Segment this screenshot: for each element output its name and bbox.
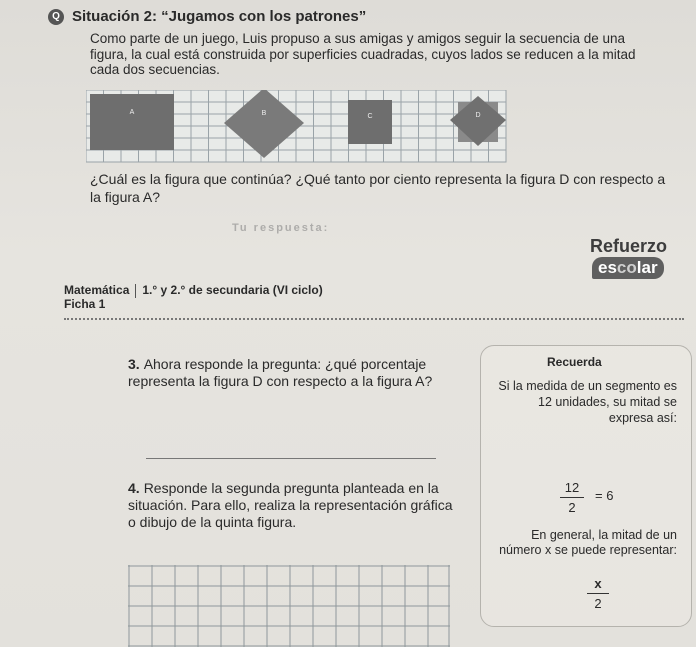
figure-sequence [86,90,516,164]
fraction-2-numerator: x [594,576,602,591]
figure-a-label: A [129,109,135,116]
fraction-2-bar [587,593,609,594]
fraction-12-over-2 [560,480,584,515]
recuerda-text-2: En general, la mitad de un número x se puede representar: [499,528,677,557]
figure-a-square [90,94,174,150]
fraction-1-denominator: 2 [568,500,576,515]
dotted-divider [64,318,684,320]
figure-c-label: C [367,113,373,120]
brand-escolar [592,257,664,279]
subject-separator [135,284,136,298]
situation-question: ¿Cuál es la figura que continúa? ¿Qué tanto por ciento representa la figura D con respecto a la figura A? [90,171,666,205]
figure-b-label: B [261,110,267,117]
equals-six: = 6 [595,488,614,503]
recuerda-text-1: Si la medida de un segmento es 12 unidades, su mitad se expresa así: [498,379,677,425]
brand-co: co [616,258,637,277]
question-4-number: 4. [128,480,140,496]
drawing-grid[interactable] [128,565,453,647]
ficha-label: Ficha 1 [64,297,106,311]
question-4-text: Responde la segunda pregunta planteada en la situación. Para ello, realiza la representación gráfica o dibujo de la quinta figura. [128,480,453,530]
brand-refuerzo: Refuerzo [590,236,668,256]
grade-levels: 1.° y 2.° de secundaria (VI ciclo) [142,283,323,297]
question-4 [128,480,463,531]
subject-line [64,283,323,298]
fraction-1-bar [560,497,584,498]
recuerda-title: Recuerda [547,355,602,369]
question-3 [128,356,458,390]
question-3-text: Ahora responde la pregunta: ¿qué porcentaje representa la figura D con respecto a la figura A? [128,356,433,389]
figure-d-label: D [475,112,481,119]
brand-es: es [598,258,617,277]
question-3-number: 3. [128,356,140,372]
question-3-answer-line[interactable] [146,458,436,459]
subject-name: Matemática [64,283,130,297]
answer-label: Tu respuesta: [232,222,330,234]
brand-lar: lar [636,258,658,277]
situation-icon: Q [48,9,64,25]
fraction-1-numerator: 12 [564,480,580,495]
situation-title: Situación 2: “Jugamos con los patrones” [72,8,367,25]
fraction-x-over-2 [587,576,609,611]
fraction-2-denominator: 2 [594,596,602,611]
figure-c-square [348,100,392,144]
situation-paragraph: Como parte de un juego, Luis propuso a sus amigas y amigos seguir la secuencia de una figura, la cual está construida por superficies cuadradas, cuyos lados se reducen a la mitad cada dos secuencias. [90,31,636,77]
